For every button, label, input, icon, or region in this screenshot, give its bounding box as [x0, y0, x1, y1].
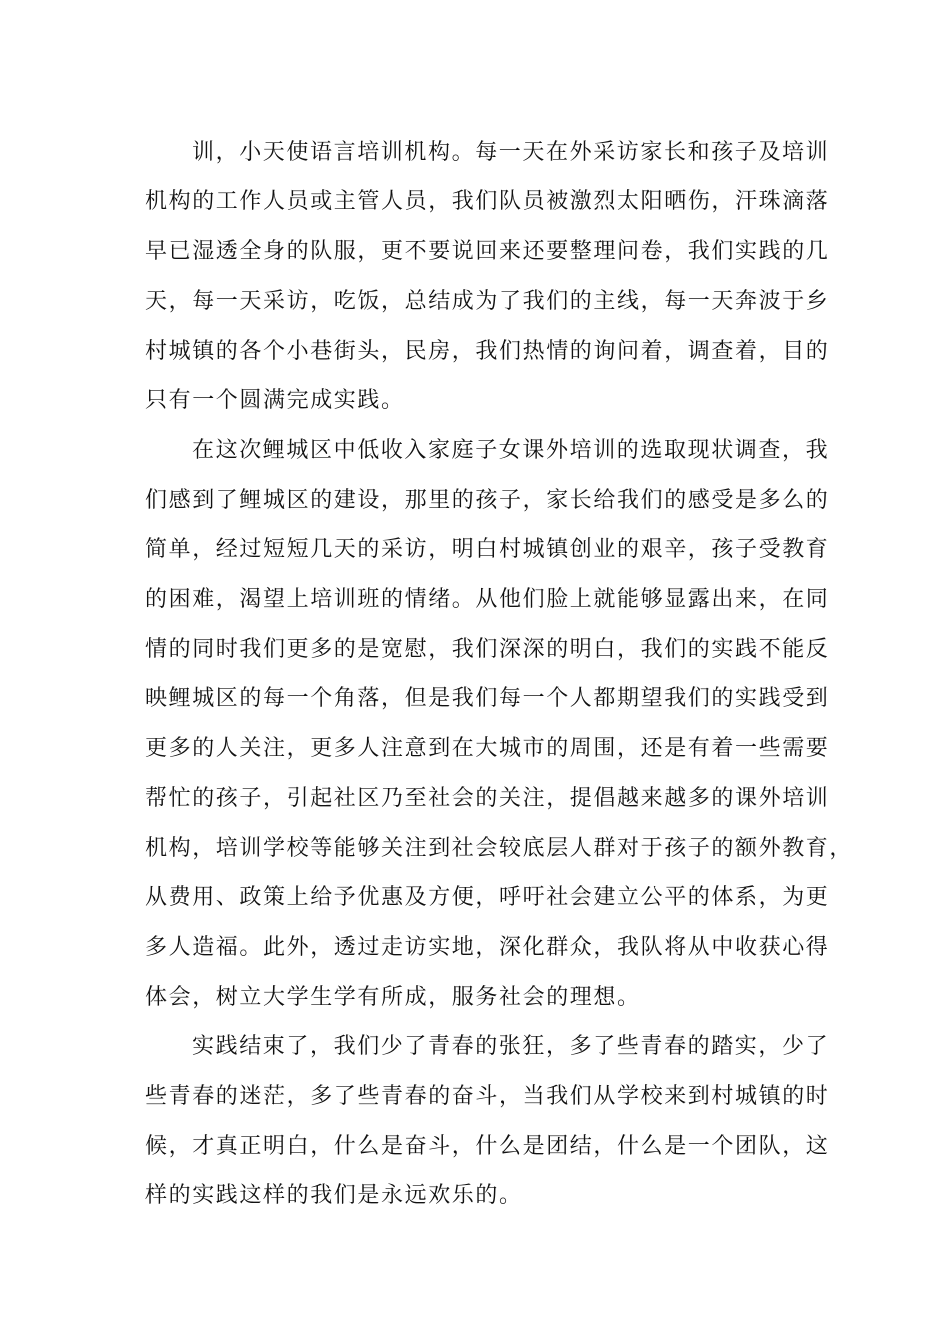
text-line-16: 从费用、政策上给予优惠及方便，呼吁社会建立公平的体系，为更	[145, 885, 830, 910]
text-line-4: 天，每一天采访，吃饭，总结成为了我们的主线，每一天奔波于乡	[145, 289, 830, 314]
text-line-10: 的困难，渴望上培训班的情绪。从他们脸上就能够显露出来，在同	[145, 587, 830, 612]
text-line-6: 只有一个圆满完成实践。	[145, 388, 405, 413]
text-line-22: 样的实践这样的我们是永远欢乐的。	[145, 1183, 523, 1208]
text-line-19: 实践结束了，我们少了青春的张狂，多了些青春的踏实，少了	[192, 1034, 830, 1059]
text-line-3: 早已湿透全身的队服，更不要说回来还要整理问卷，我们实践的几	[145, 239, 830, 264]
text-line-12: 映鲤城区的每一个角落，但是我们每一个人都期望我们的实践受到	[145, 686, 830, 711]
text-line-1: 训，小天使语言培训机构。每一天在外采访家长和孩子及培训	[192, 140, 830, 165]
text-line-7: 在这次鲤城区中低收入家庭子女课外培训的选取现状调查，我	[192, 438, 830, 463]
text-line-17: 多人造福。此外，透过走访实地，深化群众，我队将从中收获心得	[145, 935, 830, 960]
text-line-11: 情的同时我们更多的是宽慰，我们深深的明白，我们的实践不能反	[145, 637, 830, 662]
text-line-15: 机构，培训学校等能够关注到社会较底层人群对于孩子的额外教育，	[145, 836, 854, 861]
text-line-2: 机构的工作人员或主管人员，我们队员被激烈太阳晒伤，汗珠滴落	[145, 189, 830, 214]
text-line-21: 候，才真正明白，什么是奋斗，什么是团结，什么是一个团队，这	[145, 1134, 830, 1159]
text-line-18: 体会，树立大学生学有所成，服务社会的理想。	[145, 985, 641, 1010]
text-line-20: 些青春的迷茫，多了些青春的奋斗，当我们从学校来到村城镇的时	[145, 1084, 830, 1109]
text-line-13: 更多的人关注，更多人注意到在大城市的周围，还是有着一些需要	[145, 736, 830, 761]
text-line-9: 简单，经过短短几天的采访，明白村城镇创业的艰辛，孩子受教育	[145, 537, 830, 562]
text-line-8: 们感到了鲤城区的建设，那里的孩子，家长给我们的感受是多么的	[145, 488, 830, 513]
text-line-14: 帮忙的孩子，引起社区乃至社会的关注，提倡越来越多的课外培训	[145, 786, 830, 811]
text-line-5: 村城镇的各个小巷街头，民房，我们热情的询问着，调查着，目的	[145, 339, 830, 364]
